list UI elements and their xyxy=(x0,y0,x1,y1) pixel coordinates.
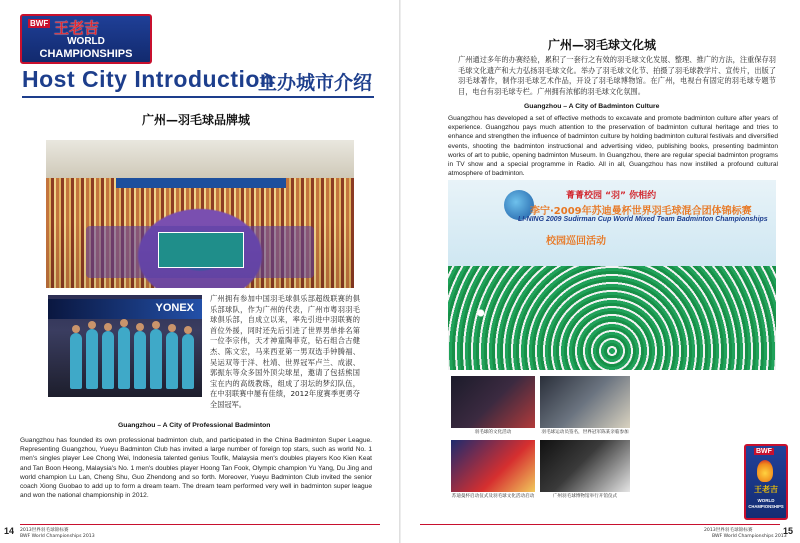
logo-sponsor-text-right: 王老吉 xyxy=(754,485,778,494)
paragraph-en-professional-badminton: Guangzhou has founded its own professional badminton club, and participated in the China Badminton Super League. Representing Guangzhou, Yueyu Badminton Club has invited a large number of foreign top stars, such as world No. 1 men's singles player Lee Chong Wei, Indonesia talented genius Toufik, Malaysia men's doubles players Koo Kien Keat and Tan Boon Heong, Malaysia's No. 1 men's doubles player Hoong Tan Fook, Olympic champion Yu Yang, Du Jing and world champion Lu Lan, Cheng Shu, Guo Zhendong and so forth. Moreover, Yueyu Badminton Club invited the senior coach Xiong Guobao to add up to form a dream team. The dream team performed very well in badminton super league and won the national championship in 2012. xyxy=(20,437,372,500)
banner-line-2: 李宁·2009年苏迪曼杯世界羽毛球混合团体锦标赛 xyxy=(530,206,752,217)
section-heading-professional-badminton: Guangzhou – A City of Professional Badminton xyxy=(118,422,271,429)
caption-4: 广州羽毛球博物馆举行开馆仪式 xyxy=(552,494,618,499)
bwf-championships-logo-right xyxy=(744,444,788,520)
paragraph-cn-culture-city: 广州通过多年的办赛经验，累积了一套行之有效的羽毛球文化发展、整理、推广的方法，注重保存羽毛球文化遗产和大力弘扬羽毛球文化。举办了羽毛球文化节、拍摄了羽毛球教学片、宣传片，出版了羽毛球著作，制作羽毛球艺术作品，开设了羽毛球博物馆。在广州，电视台有固定的羽毛球专题节目，电台有羽毛球专栏。广州拥有浓郁的羽毛球文化氛围。 xyxy=(458,55,776,96)
paragraph-en-badminton-culture: Guangzhou has developed a set of effective methods to excavate and promote badminton culture after years of experience. Guangzhou pays much attention to the preservation of badminton cultural heritage and tries to enhance and strengthen the influence of badminton culture by holding badminton cultural festivals and diversified events, shooting the badminton instructional and advertising video, publishing books, presenting badminton works of art to public, opening badminton Museum. In Guangzhou, there are regular special badminton programs in TV show and a special programme in Radio. All in all, Guangzhou has now instilled a profound cultural atmosphere of badminton. xyxy=(448,115,778,178)
team-banner-text: YONEX xyxy=(155,302,194,314)
arena-photo xyxy=(46,140,354,288)
page-number-right: 15 xyxy=(783,526,794,536)
caption-2: 羽毛球运动员签名，世界冠军陈某亲临参加 xyxy=(541,430,629,435)
banner-line-3: LI-NING 2009 Sudirman Cup World Mixed Team Badminton Championships xyxy=(518,216,768,223)
bwf-championships-logo xyxy=(20,14,152,64)
team-photo xyxy=(48,295,202,397)
footer-rule-right xyxy=(420,524,780,525)
logo-line-championships: CHAMPIONSHIPS xyxy=(39,48,133,60)
banner-line-1: 菁菁校园 “羽” 你相约 xyxy=(566,191,657,201)
paragraph-cn-brand-city: 广州拥有参加中国羽毛球俱乐部超级联赛的俱乐部球队，作为广州的代表，广州市粤羽羽毛球俱乐部，自成立以来，率先引进中羽联赛的首位外援，同时还先后引进了世界男单排名第一位李宗伟，天才神童陶菲克，钻石组合古健杰、陈文宏，马来西亚第一男双选手钟腾福、吴运双等于洋、杜靖、世界冠军卢兰、成淑、郭振东等众多国外顶尖球星，邀请了包括熊国宝在内的高级教练，组成了羽坛的梦幻队伍，在中羽联赛中屡有佳绩，2012年度赛季更勇夺全国冠军。 xyxy=(210,294,360,409)
page-number-left: 14 xyxy=(4,526,15,536)
section-heading-badminton-culture: Guangzhou – A City of Badminton Culture xyxy=(524,103,660,110)
logo-line-world: WORLD xyxy=(67,36,105,47)
culture-photo-2 xyxy=(540,376,630,428)
footer-text-left-en: BWF World Championships 2013 xyxy=(20,534,95,539)
campus-event-photo xyxy=(448,180,776,370)
flame-icon xyxy=(757,460,773,482)
footer-text-left-cn: 2013世界羽毛球锦标赛 xyxy=(20,528,69,533)
section-heading-culture-city: 广州—羽毛球文化城 xyxy=(548,38,657,52)
page-title-en: Host City Introduction xyxy=(22,66,275,92)
culture-photo-4 xyxy=(540,440,630,492)
page-title-cn: 主办城市介绍 xyxy=(258,72,373,94)
culture-photo-1 xyxy=(451,376,535,428)
logo-line-world-right: WORLD xyxy=(757,498,775,503)
footer-text-right-en: BWF World Championships 2013 xyxy=(712,534,787,539)
page-spine xyxy=(399,0,401,543)
caption-1: 羽毛球的文化活动 xyxy=(474,430,512,435)
logo-sponsor-text: 王老吉 xyxy=(54,19,100,37)
culture-photo-3 xyxy=(451,440,535,492)
footer-rule-left xyxy=(20,524,380,525)
section-heading-brand-city: 广州—羽毛球品牌城 xyxy=(142,113,251,127)
logo-bwf-mark: BWF xyxy=(30,19,49,28)
banner-line-4: 校园巡回活动 xyxy=(546,236,606,247)
logo-bwf-mark-right: BWF xyxy=(756,448,772,455)
footer-text-right-cn: 2013世界羽毛球锦标赛 xyxy=(704,528,753,533)
caption-3: 苏迪曼杯启动仪式及羽毛球文化活动启动 xyxy=(451,494,535,499)
logo-line-championships-right: CHAMPIONSHIPS xyxy=(748,504,784,509)
title-underline xyxy=(22,96,374,98)
